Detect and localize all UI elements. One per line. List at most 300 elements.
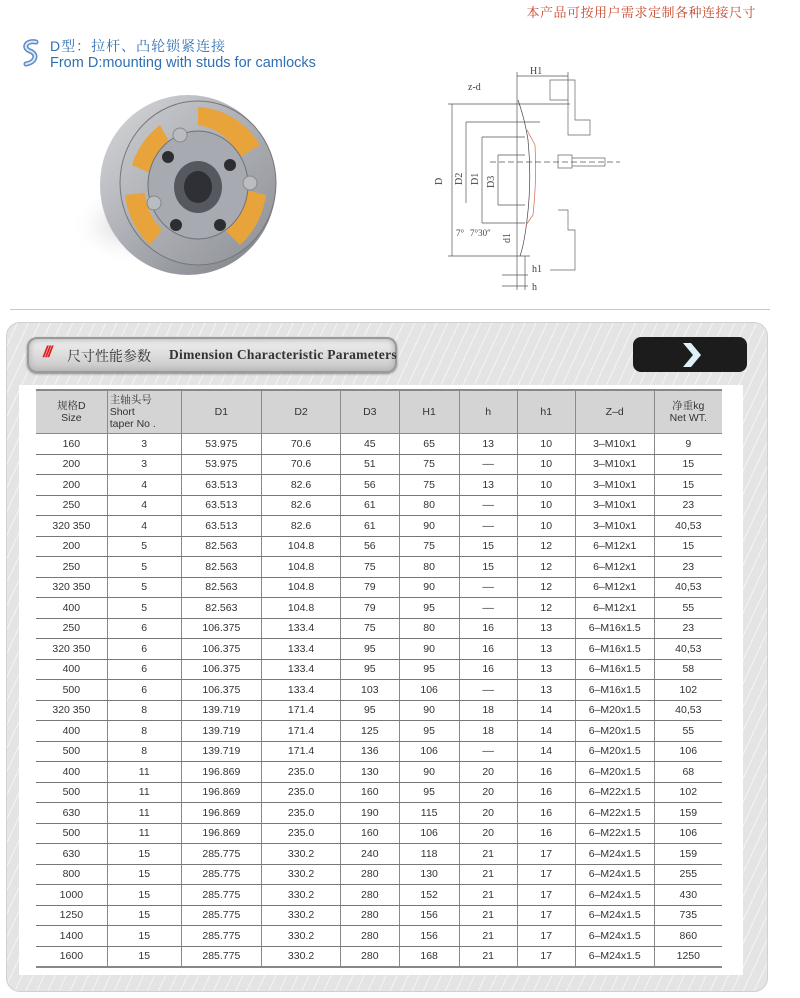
table-cell: 12 xyxy=(517,577,575,598)
table-cell: 9 xyxy=(654,434,722,455)
table-cell: 130 xyxy=(399,864,459,885)
column-header-en: H1 xyxy=(422,406,436,418)
table-cell: 79 xyxy=(341,598,399,619)
mounting-title-cn: D型：拉杆、凸轮锁紧连接 xyxy=(50,38,227,54)
label-d1: d1 xyxy=(502,233,513,243)
column-header-en: h xyxy=(485,406,492,418)
table-cell: 15 xyxy=(107,885,181,906)
table-cell: 82.6 xyxy=(262,475,341,496)
table-cell: 17 xyxy=(517,905,575,926)
table-cell: 15 xyxy=(107,864,181,885)
table-cell: 40,53 xyxy=(654,639,722,660)
table-cell: 6–M24x1.5 xyxy=(575,844,654,865)
table-cell: 235.0 xyxy=(262,823,341,844)
label-zd: z-d xyxy=(468,82,481,93)
table-cell: 106.375 xyxy=(181,618,261,639)
table-cell: 82.563 xyxy=(181,598,261,619)
table-cell: 430 xyxy=(654,885,722,906)
table-cell: 156 xyxy=(399,926,459,947)
table-cell: 139.719 xyxy=(181,721,261,742)
table-cell: 17 xyxy=(517,864,575,885)
chain-link-icon xyxy=(16,38,46,70)
table-row xyxy=(36,618,722,639)
table-cell: 320 350 xyxy=(36,516,107,537)
table-cell: 280 xyxy=(341,905,399,926)
table-cell: 6–M22x1.5 xyxy=(575,803,654,824)
table-cell: 16 xyxy=(459,618,517,639)
table-cell: 14 xyxy=(517,741,575,762)
table-cell: 21 xyxy=(459,864,517,885)
table-cell: –– xyxy=(459,516,517,537)
table-cell: 5 xyxy=(107,598,181,619)
table-cell: 95 xyxy=(399,782,459,803)
table-row xyxy=(36,741,722,762)
column-header xyxy=(459,390,517,434)
table-cell: 8 xyxy=(107,741,181,762)
table-cell: 285.775 xyxy=(181,926,261,947)
table-cell: 159 xyxy=(654,844,722,865)
table-cell: 630 xyxy=(36,803,107,824)
table-cell: 285.775 xyxy=(181,885,261,906)
table-cell: –– xyxy=(459,454,517,475)
column-header xyxy=(36,390,107,434)
section-title-en: Dimension Characteristic Parameters xyxy=(169,347,397,362)
dimension-table xyxy=(36,389,722,968)
table-row xyxy=(36,946,722,967)
table-cell: 4 xyxy=(107,495,181,516)
label-D2: D2 xyxy=(454,172,465,185)
technical-drawing xyxy=(430,60,630,300)
table-cell: 1400 xyxy=(36,926,107,947)
table-cell: 6–M24x1.5 xyxy=(575,905,654,926)
table-cell: 103 xyxy=(341,680,399,701)
column-header-cn: 规格D xyxy=(57,400,86,412)
table-cell: 21 xyxy=(459,885,517,906)
table-cell: 79 xyxy=(341,577,399,598)
table-cell: 500 xyxy=(36,823,107,844)
table-cell: 6–M24x1.5 xyxy=(575,864,654,885)
table-row xyxy=(36,721,722,742)
table-cell: 6–M16x1.5 xyxy=(575,659,654,680)
table-cell: 500 xyxy=(36,680,107,701)
table-row xyxy=(36,762,722,783)
table-cell: 70.6 xyxy=(262,454,341,475)
table-cell: 160 xyxy=(341,782,399,803)
table-cell: 1000 xyxy=(36,885,107,906)
table-cell: 20 xyxy=(459,762,517,783)
table-cell: 95 xyxy=(341,659,399,680)
table-cell: 235.0 xyxy=(262,762,341,783)
table-row xyxy=(36,495,722,516)
table-row xyxy=(36,454,722,475)
table-cell: 106.375 xyxy=(181,680,261,701)
table-cell: 250 xyxy=(36,495,107,516)
table-cell: 21 xyxy=(459,844,517,865)
table-cell: 90 xyxy=(399,700,459,721)
table-cell: 106 xyxy=(399,741,459,762)
table-cell: 13 xyxy=(517,659,575,680)
table-cell: 6–M22x1.5 xyxy=(575,782,654,803)
column-header-en: D1 xyxy=(214,406,229,418)
table-cell: 53.975 xyxy=(181,434,261,455)
table-cell: 18 xyxy=(459,700,517,721)
table-cell: 5 xyxy=(107,557,181,578)
table-cell: 235.0 xyxy=(262,803,341,824)
parameters-panel xyxy=(6,322,768,992)
table-cell: 15 xyxy=(107,926,181,947)
column-header xyxy=(654,390,722,434)
table-cell: 285.775 xyxy=(181,946,261,967)
table-row xyxy=(36,434,722,455)
table-cell: 90 xyxy=(399,762,459,783)
table-cell: 6–M16x1.5 xyxy=(575,680,654,701)
table-cell: 3–M10x1 xyxy=(575,454,654,475)
table-cell: 860 xyxy=(654,926,722,947)
column-header xyxy=(399,390,459,434)
table-cell: 15 xyxy=(107,946,181,967)
table-cell: 80 xyxy=(399,618,459,639)
table-cell: 75 xyxy=(399,475,459,496)
table-cell: 6–M20x1.5 xyxy=(575,762,654,783)
table-cell: 61 xyxy=(341,495,399,516)
table-cell: 18 xyxy=(459,721,517,742)
table-cell: 23 xyxy=(654,618,722,639)
table-cell: 106.375 xyxy=(181,659,261,680)
table-cell: 5 xyxy=(107,577,181,598)
table-cell: 400 xyxy=(36,721,107,742)
table-cell: 160 xyxy=(341,823,399,844)
table-cell: 196.869 xyxy=(181,803,261,824)
table-cell: 16 xyxy=(517,762,575,783)
table-cell: 20 xyxy=(459,803,517,824)
table-cell: 6 xyxy=(107,639,181,660)
table-cell: 118 xyxy=(399,844,459,865)
table-cell: 55 xyxy=(654,598,722,619)
table-cell: 104.8 xyxy=(262,536,341,557)
table-cell: 102 xyxy=(654,782,722,803)
table-cell: 104.8 xyxy=(262,577,341,598)
table-cell: 10 xyxy=(517,516,575,537)
table-row xyxy=(36,577,722,598)
table-cell: 168 xyxy=(399,946,459,967)
table-row xyxy=(36,782,722,803)
table-cell: 10 xyxy=(517,434,575,455)
table-cell: 500 xyxy=(36,741,107,762)
table-cell: 139.719 xyxy=(181,741,261,762)
table-cell: 3 xyxy=(107,454,181,475)
table-cell: 330.2 xyxy=(262,926,341,947)
table-row xyxy=(36,516,722,537)
table-cell: 280 xyxy=(341,885,399,906)
table-cell: 20 xyxy=(459,782,517,803)
divider xyxy=(10,309,770,310)
table-cell: 735 xyxy=(654,905,722,926)
table-cell: 56 xyxy=(341,536,399,557)
table-cell: 200 xyxy=(36,454,107,475)
table-cell: 11 xyxy=(107,762,181,783)
table-cell: 104.8 xyxy=(262,557,341,578)
table-cell: 400 xyxy=(36,598,107,619)
table-cell: 21 xyxy=(459,905,517,926)
table-cell: 95 xyxy=(341,700,399,721)
table-cell: 40,53 xyxy=(654,577,722,598)
table-cell: 152 xyxy=(399,885,459,906)
table-cell: 106 xyxy=(399,680,459,701)
table-cell: 82.6 xyxy=(262,495,341,516)
label-D: D xyxy=(434,177,445,185)
table-cell: 200 xyxy=(36,536,107,557)
table-cell: 75 xyxy=(399,536,459,557)
table-cell: 6–M12x1 xyxy=(575,536,654,557)
table-cell: 13 xyxy=(517,680,575,701)
table-row xyxy=(36,885,722,906)
chuck-product-image xyxy=(70,85,290,285)
table-cell: 6 xyxy=(107,618,181,639)
table-cell: 255 xyxy=(654,864,722,885)
table-cell: 12 xyxy=(517,598,575,619)
table-cell: 1600 xyxy=(36,946,107,967)
table-cell: 21 xyxy=(459,946,517,967)
table-row xyxy=(36,475,722,496)
table-cell: 3–M10x1 xyxy=(575,516,654,537)
table-cell: 16 xyxy=(517,782,575,803)
column-header-en: D3 xyxy=(363,406,377,418)
table-cell: 75 xyxy=(399,454,459,475)
table-cell: 23 xyxy=(654,557,722,578)
table-cell: 90 xyxy=(399,577,459,598)
column-header-en: Z–d xyxy=(605,406,624,418)
chevron-right-icon xyxy=(677,341,705,369)
label-h: h xyxy=(532,282,537,293)
table-cell: 6–M16x1.5 xyxy=(575,618,654,639)
table-cell: 196.869 xyxy=(181,823,261,844)
table-header-row xyxy=(36,390,722,434)
mounting-title-en: From D:mounting with studs for camlocks xyxy=(50,55,316,71)
table-cell: 17 xyxy=(517,946,575,967)
table-cell: 51 xyxy=(341,454,399,475)
table-cell: 115 xyxy=(399,803,459,824)
table-cell: 330.2 xyxy=(262,946,341,967)
table-cell: 500 xyxy=(36,782,107,803)
table-cell: 13 xyxy=(517,639,575,660)
table-cell: 82.563 xyxy=(181,536,261,557)
table-cell: 12 xyxy=(517,536,575,557)
table-cell: 133.4 xyxy=(262,618,341,639)
table-cell: –– xyxy=(459,680,517,701)
table-cell: 106.375 xyxy=(181,639,261,660)
table-cell: 285.775 xyxy=(181,844,261,865)
table-cell: 80 xyxy=(399,557,459,578)
label-angle1: 7° xyxy=(456,228,465,238)
table-cell: 106 xyxy=(654,741,722,762)
table-cell: 15 xyxy=(654,536,722,557)
column-header xyxy=(341,390,399,434)
section-marker: /// xyxy=(43,344,51,361)
table-cell: 160 xyxy=(36,434,107,455)
column-header-en: D2 xyxy=(294,406,308,418)
table-row xyxy=(36,700,722,721)
table-cell: 3–M10x1 xyxy=(575,495,654,516)
table-cell: 16 xyxy=(517,803,575,824)
table-cell: 3 xyxy=(107,434,181,455)
table-cell: 68 xyxy=(654,762,722,783)
table-cell: –– xyxy=(459,598,517,619)
table-cell: 133.4 xyxy=(262,680,341,701)
table-cell: 82.563 xyxy=(181,577,261,598)
table-cell: 13 xyxy=(459,475,517,496)
table-cell: 3–M10x1 xyxy=(575,475,654,496)
table-cell: 20 xyxy=(459,823,517,844)
column-header-en: Net WT. xyxy=(669,412,707,424)
table-cell: 630 xyxy=(36,844,107,865)
column-header-cn: 主轴头号 xyxy=(109,394,152,406)
table-cell: 65 xyxy=(399,434,459,455)
label-D1: D1 xyxy=(470,172,481,185)
table-cell: 15 xyxy=(654,454,722,475)
table-cell: 400 xyxy=(36,762,107,783)
table-cell: 330.2 xyxy=(262,905,341,926)
table-cell: 95 xyxy=(399,659,459,680)
table-cell: 58 xyxy=(654,659,722,680)
table-cell: 4 xyxy=(107,516,181,537)
table-cell: 240 xyxy=(341,844,399,865)
table-cell: 14 xyxy=(517,700,575,721)
table-cell: 280 xyxy=(341,864,399,885)
table-cell: 320 350 xyxy=(36,577,107,598)
table-cell: 6–M20x1.5 xyxy=(575,700,654,721)
table-cell: 13 xyxy=(517,618,575,639)
table-cell: 17 xyxy=(517,844,575,865)
label-D3: D3 xyxy=(486,175,497,188)
table-cell: 5 xyxy=(107,536,181,557)
next-button[interactable] xyxy=(633,337,747,372)
table-cell: 6–M24x1.5 xyxy=(575,946,654,967)
table-cell: 11 xyxy=(107,782,181,803)
table-cell: 330.2 xyxy=(262,885,341,906)
table-row xyxy=(36,659,722,680)
table-row xyxy=(36,598,722,619)
table-cell: 250 xyxy=(36,618,107,639)
table-cell: 15 xyxy=(107,905,181,926)
table-cell: 136 xyxy=(341,741,399,762)
table-cell: 102 xyxy=(654,680,722,701)
table-cell: 63.513 xyxy=(181,516,261,537)
table-cell: 1250 xyxy=(36,905,107,926)
table-cell: 6 xyxy=(107,680,181,701)
table-cell: 63.513 xyxy=(181,495,261,516)
column-header-cn: 净重kg xyxy=(672,400,705,412)
table-cell: 90 xyxy=(399,516,459,537)
table-cell: 16 xyxy=(459,639,517,660)
table-cell: 75 xyxy=(341,557,399,578)
table-cell: 16 xyxy=(459,659,517,680)
table-row xyxy=(36,905,722,926)
table-cell: 10 xyxy=(517,454,575,475)
table-cell: 11 xyxy=(107,803,181,824)
table-row xyxy=(36,639,722,660)
column-header xyxy=(181,390,261,434)
table-cell: 11 xyxy=(107,823,181,844)
table-cell: 90 xyxy=(399,639,459,660)
table-cell: 3–M10x1 xyxy=(575,434,654,455)
table-cell: 6–M22x1.5 xyxy=(575,823,654,844)
table-cell: 200 xyxy=(36,475,107,496)
table-cell: 330.2 xyxy=(262,844,341,865)
table-cell: 23 xyxy=(654,495,722,516)
table-cell: 10 xyxy=(517,495,575,516)
label-h1: h1 xyxy=(532,264,542,275)
table-cell: 82.6 xyxy=(262,516,341,537)
table-cell: 15 xyxy=(107,844,181,865)
table-cell: 40,53 xyxy=(654,516,722,537)
table-cell: 139.719 xyxy=(181,700,261,721)
table-cell: 6–M16x1.5 xyxy=(575,639,654,660)
table-cell: 171.4 xyxy=(262,700,341,721)
section-title-cn: 尺寸性能参数 xyxy=(67,349,151,365)
table-container xyxy=(19,385,743,975)
table-cell: 75 xyxy=(341,618,399,639)
table-row xyxy=(36,864,722,885)
table-cell: 280 xyxy=(341,946,399,967)
table-cell: 235.0 xyxy=(262,782,341,803)
table-cell: 285.775 xyxy=(181,905,261,926)
table-cell: 320 350 xyxy=(36,639,107,660)
table-cell: 106 xyxy=(654,823,722,844)
customization-note: 本产品可按用户需求定制各种连接尺寸 xyxy=(526,5,756,20)
table-cell: 82.563 xyxy=(181,557,261,578)
table-cell: 95 xyxy=(399,721,459,742)
column-header xyxy=(575,390,654,434)
table-cell: 133.4 xyxy=(262,639,341,660)
table-cell: 8 xyxy=(107,700,181,721)
table-cell: 330.2 xyxy=(262,864,341,885)
table-cell: 63.513 xyxy=(181,475,261,496)
table-cell: 6–M12x1 xyxy=(575,577,654,598)
table-cell: 125 xyxy=(341,721,399,742)
table-cell: 56 xyxy=(341,475,399,496)
table-cell: 53.975 xyxy=(181,454,261,475)
table-cell: 70.6 xyxy=(262,434,341,455)
label-H1: H1 xyxy=(530,66,543,77)
table-cell: 45 xyxy=(341,434,399,455)
table-cell: 12 xyxy=(517,557,575,578)
table-row xyxy=(36,680,722,701)
table-cell: 95 xyxy=(341,639,399,660)
table-cell: 4 xyxy=(107,475,181,496)
table-cell: 6–M24x1.5 xyxy=(575,926,654,947)
table-cell: 196.869 xyxy=(181,762,261,783)
table-cell: 133.4 xyxy=(262,659,341,680)
column-header-en2: taper No . xyxy=(109,418,156,430)
table-cell: 55 xyxy=(654,721,722,742)
table-cell: –– xyxy=(459,577,517,598)
table-cell: 80 xyxy=(399,495,459,516)
table-cell: 17 xyxy=(517,885,575,906)
table-cell: 15 xyxy=(459,536,517,557)
table-cell: 104.8 xyxy=(262,598,341,619)
column-header xyxy=(107,390,181,434)
table-cell: 1250 xyxy=(654,946,722,967)
table-cell: 800 xyxy=(36,864,107,885)
table-cell: 95 xyxy=(399,598,459,619)
table-cell: 171.4 xyxy=(262,741,341,762)
table-cell: 320 350 xyxy=(36,700,107,721)
table-cell: 250 xyxy=(36,557,107,578)
column-header-en: h1 xyxy=(540,406,553,418)
table-cell: 10 xyxy=(517,475,575,496)
table-cell: 17 xyxy=(517,926,575,947)
table-cell: 190 xyxy=(341,803,399,824)
